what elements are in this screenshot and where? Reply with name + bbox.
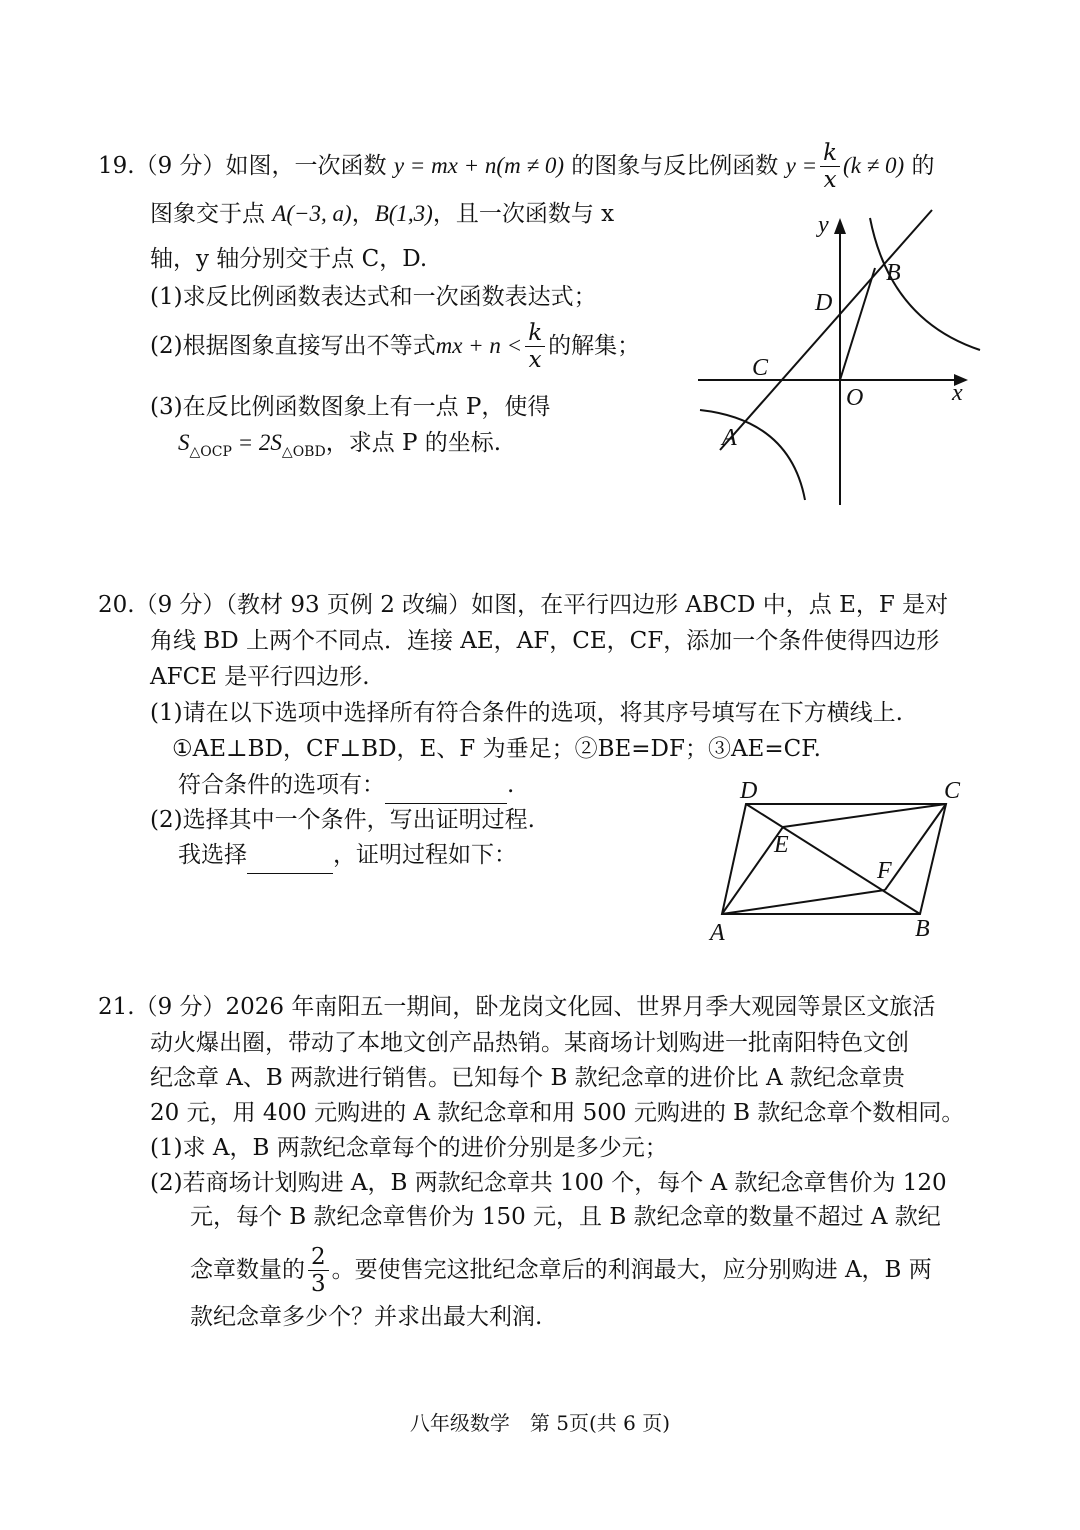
y-axis-arrow [834,218,846,234]
q21-part2-line1: (2)若商场计划购进 A，B 两款纪念章共 100 个，每个 A 款纪念章售价为 120 [150,1170,947,1196]
q20-part1: (1)请在以下选项中选择所有符合条件的选项，将其序号填写在下方横线上. [150,700,903,726]
page-footer: 八年级数学 第 5页(共 6 页) [409,1411,671,1435]
q20-answer-line: 符合条件的选项有： . [178,768,514,804]
q19-part2: (2)根据图象直接写出不等式mx + n < $\frac{k}{x}$ 的解集； [150,320,641,374]
q21-part1: (1)求 A，B 两款纪念章每个的进价分别是多少元； [150,1135,668,1161]
label-c: C [752,355,769,381]
q21-score: （9 分） [134,994,226,1020]
label-b: B [886,260,901,286]
q20-line2: 角线 BD 上两个不同点．连接 AE，AF，CE，CF，添加一个条件使得四边形 [150,628,940,654]
q20-choose-line: 我选择 ，证明过程如下： [178,838,517,874]
q19-point-b: B(1,3) [374,201,433,226]
segment-ob [840,268,875,380]
q21-line1: 21.（9 分）2026 年南阳五一期间，卧龙岗文化园、世界月季大观园等景区文旅活 [98,994,936,1020]
label-o: O [846,385,864,411]
segment-af [722,890,885,914]
q19-number: 19. [98,152,135,179]
q21-line4: 20 元，用 400 元购进的 A 款纪念章和用 500 元购进的 B 款纪念章个数相同。 [150,1100,965,1126]
q19-figure [690,195,990,515]
label-b: B [915,916,930,942]
q21-number: 21. [98,994,135,1020]
q19-score: （9 分） [134,152,226,179]
q19-linear-expr: y = mx + n [393,152,497,178]
q20-figure [700,770,980,950]
choice-blank[interactable] [247,838,333,874]
linear-graph [720,210,932,450]
label-a: A [722,425,737,451]
q21-fraction: $\frac{2}{3}$ [308,1244,329,1298]
label-d: D [815,290,833,316]
q21-line2: 动火爆出圈，带动了本地文创产品热销。某商场计划购进一批南阳特色文创 [150,1030,909,1056]
q21-part2-line3: 念章数量的 $\frac{2}{3}$ 。要使售完这批纪念章后的利润最大，应分别购进 A，B 两 [190,1244,932,1298]
label-c: C [944,778,961,804]
hyperbola-q3 [700,410,805,500]
q21-part2-line2: 元，每个 B 款纪念章售价为 150 元，且 B 款纪念章的数量不超过 A 款纪 [190,1204,941,1230]
q19-part3: (3)在反比例函数图象上有一点 P，使得 [150,394,551,420]
q19-part1: (1)求反比例函数表达式和一次函数表达式； [150,284,597,310]
q20-options: ①AE⊥BD，CF⊥BD，E、F 为垂足；②BE=DF；③AE=CF. [172,736,821,762]
q19-line1: 19.（9 分）如图，一次函数 y = mx + n(m ≠ 0) 的图象与反比例函数 y = $\frac{k}{x}$ (k ≠ 0) 的 [98,140,935,194]
label-e: E [774,832,789,858]
segment-ce [783,804,946,827]
q20-part2: (2)选择其中一个条件，写出证明过程. [150,807,535,833]
label-a: A [710,920,725,946]
label-x: x [952,380,963,406]
q19-part3-condition: $S_{\triangle OCP} = 2S_{\triangle OBD}$，求点 P 的坐标. [178,430,502,460]
label-y: y [818,212,829,238]
label-f: F [877,858,892,884]
q21-line3: 纪念章 A、B 两款进行销售。已知每个 B 款纪念章的进价比 A 款纪念章贵 [150,1065,905,1091]
q19-line3: 轴，y 轴分别交于点 C，D. [150,246,428,272]
q20-line3: AFCE 是平行四边形. [150,664,370,690]
q19-line2: 图象交于点 A(−3, a)，B(1,3)，且一次函数与 x [150,201,615,227]
q19-inverse-lhs: y = [785,152,818,178]
q19-part2-fraction: $\frac{k}{x}$ [525,320,545,374]
q21-part2-line4: 款纪念章多少个？并求出最大利润. [190,1304,543,1330]
label-d: D [740,778,758,804]
q20-line1: 20.（9 分）（教材 93 页例 2 改编）如图，在平行四边形 ABCD 中，点 E，F 是对 [98,592,949,618]
answer-blank[interactable] [385,768,507,804]
q19-point-a: A(−3, a) [272,201,352,226]
q20-number: 20. [98,592,135,618]
q19-k-over-x: $\frac{k}{x}$ [820,140,840,194]
q20-score: （9 分） [134,592,226,618]
